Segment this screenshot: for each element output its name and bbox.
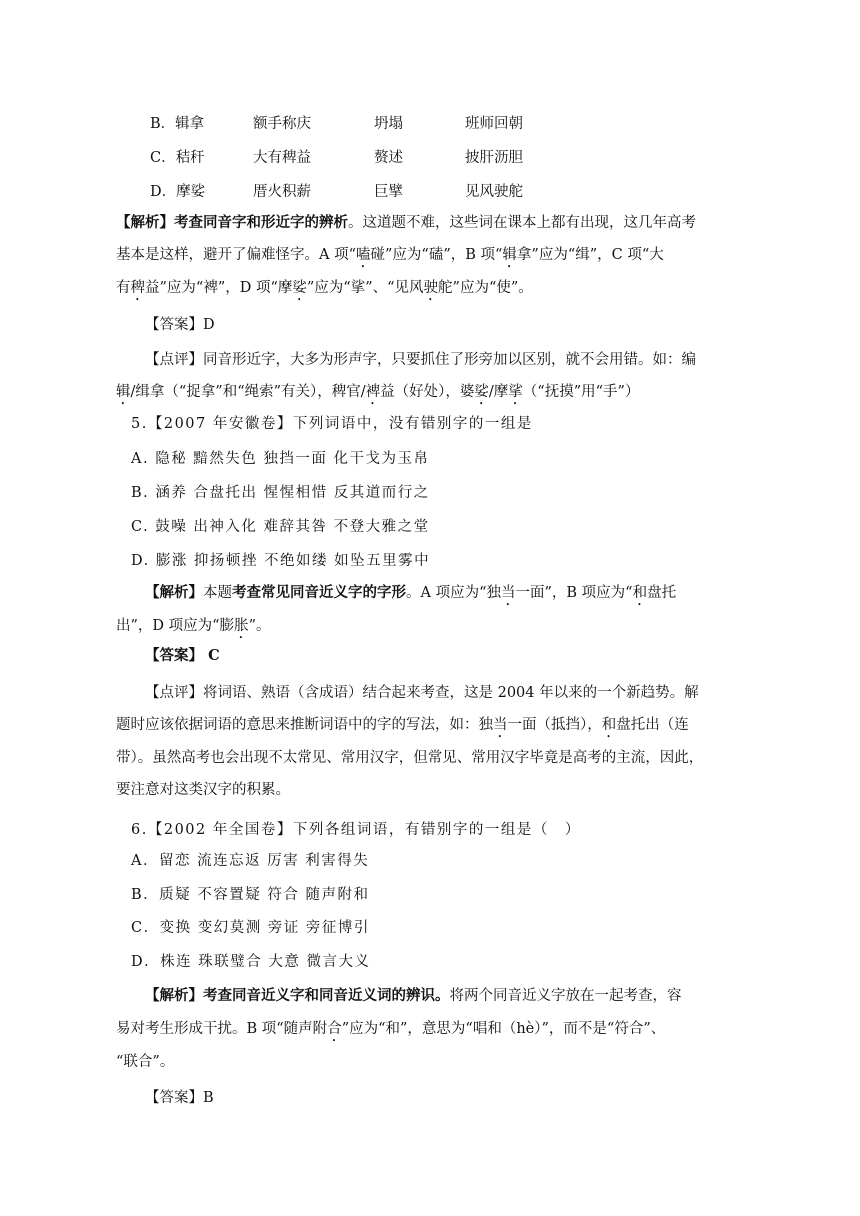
marked-char: 裨 — [365, 384, 381, 400]
question-source: 【2002 年全国卷】 — [147, 822, 293, 838]
option-word: 赘述 — [374, 150, 403, 166]
analysis-text: ”。 — [248, 618, 271, 634]
question-option: D. 膨涨 抑扬顿挫 不绝如缕 如坠五里雾中 — [131, 553, 431, 569]
comment-text: 将词语、熟语（含成语）结合起来考查，这是 2004 年以来的一个新趋势。解 — [203, 685, 699, 701]
marked-char: 驶 — [423, 280, 439, 296]
question-number: 5. — [131, 416, 148, 432]
marked-char: 辑 — [502, 247, 517, 263]
option-word: 巨擘 — [374, 184, 403, 200]
comment-text: 题时应该依据词语的意思来推断词语中的字的写法，如：独 — [116, 717, 493, 733]
comment-line — [145, 350, 696, 370]
answer-value: C — [208, 647, 220, 664]
marked-char: 和 — [632, 585, 648, 601]
comment-tag: 【点评】 — [145, 685, 203, 701]
analysis-text: 易对考生形成干扰。B 项“随声附 — [116, 1021, 328, 1037]
comment-text: 同音形近字，大多为形声字，只要抓住了形旁加以区别，就不会用错。如：编 — [203, 352, 696, 368]
analysis-tag: 【解析】 — [116, 214, 174, 231]
analysis-text: ”应为“和”，意思为“唱和（hè）”，而不是“符合”、 — [341, 1021, 666, 1037]
answer-line — [145, 1088, 214, 1108]
marked-char: 辑 — [116, 384, 131, 400]
analysis-text: 。A 项应为“独 — [406, 585, 501, 601]
comment-tag: 【点评】 — [145, 352, 203, 368]
question-text: 下列词语中，没有错别字的一组是 — [292, 416, 533, 432]
question-stem — [131, 414, 533, 434]
marked-char: 稗 — [130, 280, 145, 296]
answer-value: B — [203, 1090, 214, 1106]
marked-char: 当 — [493, 717, 508, 733]
comment-line — [116, 382, 639, 408]
question-number: 6. — [131, 822, 148, 838]
comment-line — [145, 683, 699, 703]
option-label: C．秸秆 — [150, 150, 205, 166]
question-option: C. 鼓噪 出神入化 难辞其咎 不登大雅之堂 — [131, 519, 430, 535]
answer-line — [145, 646, 220, 666]
analysis-line — [145, 986, 682, 1006]
analysis-text: 拿”应为“缉”，C 项“大 — [516, 247, 664, 263]
analysis-text: 出”，D 项应为“膨 — [116, 618, 235, 634]
analysis-text: 盘托 — [647, 585, 677, 601]
analysis-line — [116, 213, 696, 233]
comment-text: 一面（抵挡）， — [507, 717, 602, 733]
question-stem — [131, 820, 581, 840]
analysis-text: 碰”应为“磕”，B 项“ — [370, 247, 503, 263]
answer-line — [145, 315, 215, 335]
marked-char: 胀 — [234, 618, 249, 634]
marked-char: 娑 — [292, 280, 307, 296]
analysis-tag: 【解析】 — [145, 987, 203, 1004]
comment-text: 盘托出（连 — [616, 717, 689, 733]
answer-value: D — [203, 317, 215, 333]
option-label: B．辑拿 — [150, 116, 205, 132]
option-word: 坍塌 — [374, 116, 403, 132]
question-text: 下列各组词语，有错别字的一组是（ ） — [292, 822, 581, 838]
analysis-line — [116, 245, 664, 271]
comment-text: /摩 — [488, 384, 509, 400]
answer-tag: 【答案】 — [145, 647, 203, 664]
option-word: 班师回朝 — [465, 116, 523, 132]
analysis-text: 舵”应为“使”。 — [438, 280, 533, 296]
analysis-tag: 【解析】 — [145, 584, 203, 601]
question-option: C．变换 变幻莫测 旁证 旁征博引 — [131, 920, 370, 936]
analysis-line: “联合”。 — [116, 1054, 175, 1070]
option-word: 大有稗益 — [253, 150, 311, 166]
question-option: A．留恋 流连忘返 厉害 利害得失 — [131, 853, 370, 869]
option-word: 额手称庆 — [253, 116, 311, 132]
analysis-emphasis: 考查同音近义字和同音近义词的辨识。 — [203, 987, 450, 1004]
analysis-text: 益”应为“裨”，D 项“摩 — [145, 280, 293, 296]
question-option: D．株连 珠联璧合 大意 微言大义 — [131, 954, 371, 970]
comment-line — [116, 715, 689, 741]
question-source: 【2007 年安徽卷】 — [147, 416, 293, 432]
marked-char: 嗑 — [356, 247, 371, 263]
marked-char: 和 — [601, 717, 617, 733]
analysis-text: 将两个同音近义字放在一起考查，容 — [449, 988, 682, 1004]
question-option: A. 隐秘 黯然失色 独挡一面 化干戈为玉帛 — [131, 451, 430, 467]
option-label: D．摩娑 — [150, 184, 206, 200]
analysis-line — [116, 1019, 665, 1045]
comment-line: 要注意对这类汉字的积累。 — [116, 782, 290, 798]
comment-text: （“抚摸”用“手”） — [522, 384, 640, 400]
answer-tag: 【答案】 — [145, 1090, 203, 1106]
analysis-text: 一面”，B 项应为“ — [515, 585, 633, 601]
analysis-emphasis: 考查常见同音近义字的字形 — [232, 584, 406, 601]
analysis-text: 。这道题不难，这些词在课本上都有出现，这几年高考 — [348, 215, 696, 231]
analysis-emphasis: 考查同音字和形近字的辨析 — [174, 214, 348, 231]
marked-char: 合 — [327, 1021, 342, 1037]
comment-text: 益（好处），婆 — [380, 384, 475, 400]
analysis-text: 基本是这样，避开了偏难怪字。A 项“ — [116, 247, 356, 263]
marked-char: 挲 — [508, 384, 523, 400]
comment-line: 带）。虽然高考也会出现不太常见、常用汉字，但常见、常用汉字毕竟是高考的主流，因此， — [116, 750, 704, 766]
option-word: 披肝沥胆 — [465, 150, 523, 166]
analysis-text: 有 — [116, 280, 131, 296]
answer-tag: 【答案】 — [145, 317, 203, 333]
marked-char: 当 — [501, 585, 516, 601]
analysis-line — [145, 583, 676, 609]
analysis-line — [116, 278, 533, 304]
analysis-text: ”应为“挲”、“见风 — [306, 280, 424, 296]
analysis-line — [116, 616, 270, 642]
option-word: 厝火积薪 — [253, 184, 311, 200]
option-word: 见风驶舵 — [465, 184, 523, 200]
analysis-text: 本题 — [203, 585, 232, 601]
comment-text: /缉拿（“捉拿”和“绳索”有关），稗官/ — [130, 384, 366, 400]
question-option: B．质疑 不容置疑 符合 随声附和 — [131, 887, 370, 903]
question-option: B. 涵养 合盘托出 惺惺相惜 反其道而行之 — [131, 485, 430, 501]
marked-char: 娑 — [474, 384, 489, 400]
